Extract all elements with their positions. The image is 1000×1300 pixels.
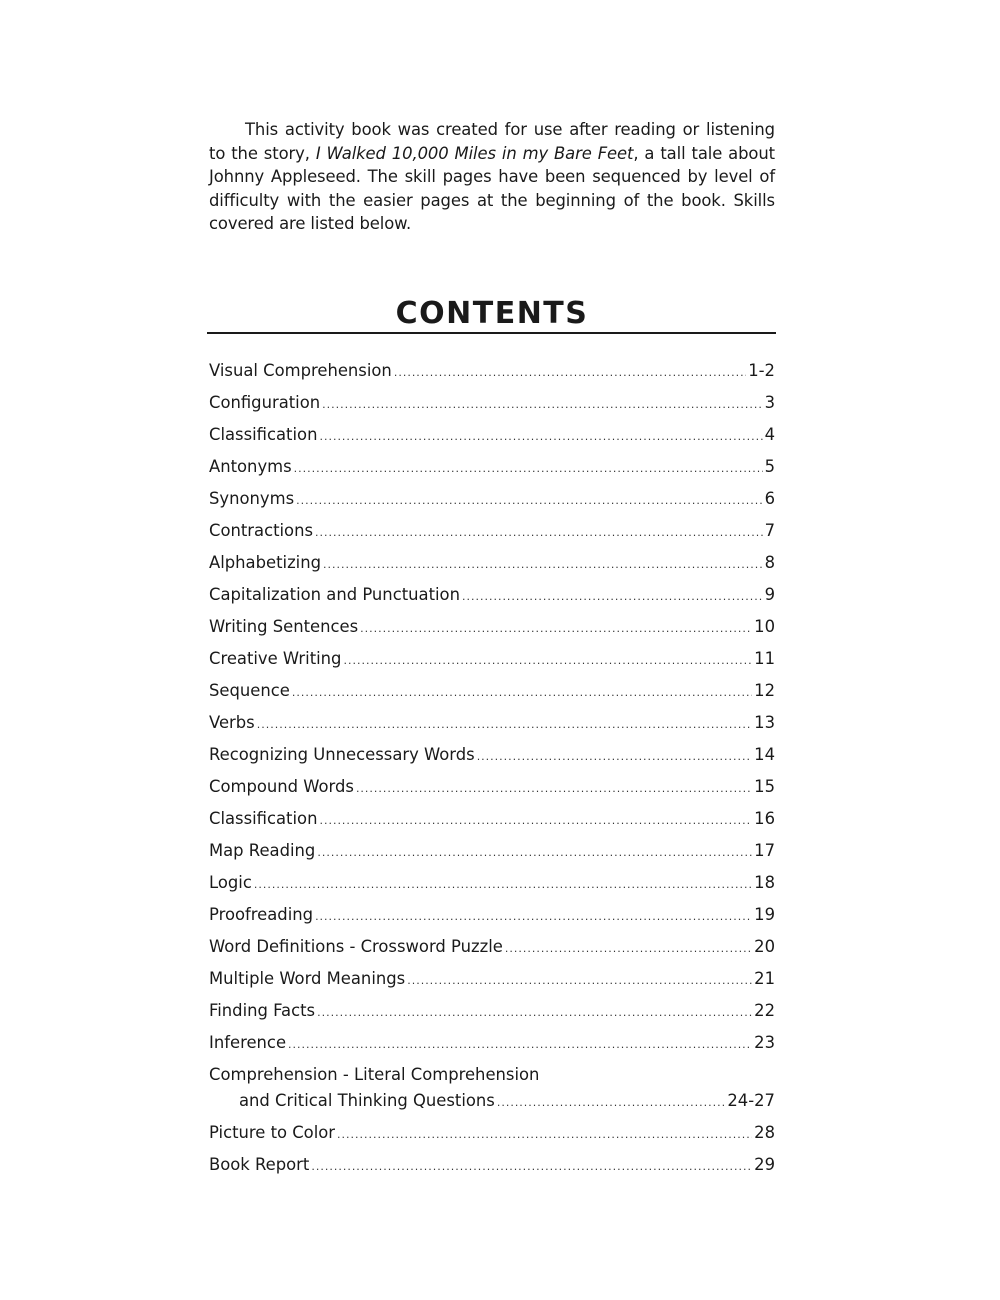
toc-entry: [209, 422, 775, 454]
dot-leader: [477, 744, 752, 770]
dot-leader: [323, 552, 763, 578]
dot-leader: [505, 936, 752, 962]
dot-leader: [294, 456, 763, 482]
toc-entry-label: Inference: [209, 1033, 287, 1052]
toc-entry: [209, 1152, 775, 1184]
heading-rule: [207, 332, 776, 334]
toc-page-number: 29: [754, 1155, 775, 1174]
toc-entry-label: Logic: [209, 873, 252, 892]
toc-entry-label: Visual Comprehension: [209, 361, 392, 380]
dot-leader: [311, 1154, 752, 1180]
toc-page-number: 21: [754, 969, 775, 988]
dot-leader: [288, 1032, 752, 1058]
intro-text-end: , a tall tale about Johnny Appleseed. The skill pages have been sequenced by level of difficulty with the easier pages at the beginning of the book. Skills covered are listed below.: [209, 143, 775, 234]
toc-entry: [209, 838, 775, 870]
toc-entry: [209, 582, 775, 614]
toc-entry: [209, 1062, 775, 1120]
toc-entry-label: Recognizing Unnecessary Words: [209, 745, 475, 764]
toc-entry-label: Comprehension - Literal Comprehension: [209, 1065, 540, 1084]
toc-entry-label: Multiple Word Meanings: [209, 969, 406, 988]
dot-leader: [296, 488, 762, 514]
toc-entry: [209, 454, 775, 486]
toc-entry-label: Classification: [209, 425, 318, 444]
toc-entry-label: Finding Facts: [209, 1001, 316, 1020]
toc-entry-label: Antonyms: [209, 457, 292, 476]
dot-leader: [257, 712, 752, 738]
toc-page-number: 15: [754, 777, 775, 796]
toc-entry-label: Picture to Color: [209, 1123, 336, 1142]
toc-entry: [209, 1030, 775, 1062]
dot-leader: [315, 520, 763, 546]
toc-entry: [209, 742, 775, 774]
toc-entry-label: Book Report: [209, 1155, 310, 1174]
toc-page-number: 18: [754, 873, 775, 892]
toc-entry-continuation: [209, 1088, 775, 1114]
toc-page-number: 6: [764, 489, 775, 508]
toc-entry-label: Map Reading: [209, 841, 316, 860]
toc-entry: [209, 678, 775, 710]
toc-page-number: 10: [754, 617, 775, 636]
dot-leader: [315, 904, 752, 930]
toc-page-number: 28: [754, 1123, 775, 1142]
toc-entry: [209, 518, 775, 550]
toc-entry-label: Sequence: [209, 681, 290, 700]
toc-page-number: 24-27: [727, 1091, 775, 1110]
toc-entry-label: Synonyms: [209, 489, 295, 508]
dot-leader: [462, 584, 763, 610]
toc-page-number: 20: [754, 937, 775, 956]
dot-leader: [254, 872, 752, 898]
toc-page-number: 9: [764, 585, 775, 604]
toc-entry: [209, 646, 775, 678]
dot-leader: [322, 392, 762, 418]
toc-entry: [209, 710, 775, 742]
toc-page-number: 4: [764, 425, 775, 444]
dot-leader: [407, 968, 752, 994]
toc-entry: [209, 998, 775, 1030]
toc-entry-label: Word Definitions - Crossword Puzzle: [209, 937, 503, 956]
toc-entry: [209, 550, 775, 582]
toc-page-number: 22: [754, 1001, 775, 1020]
toc-entry: [209, 934, 775, 966]
toc-entry-label: Verbs: [209, 713, 255, 732]
dot-leader: [319, 424, 762, 450]
dot-leader: [319, 808, 752, 834]
toc-entry-label: Proofreading: [209, 905, 314, 924]
toc-page-number: 7: [764, 521, 775, 540]
toc-entry: [209, 774, 775, 806]
intro-paragraph: [209, 118, 775, 236]
toc-page-number: 17: [754, 841, 775, 860]
dot-leader: [360, 616, 752, 642]
dot-leader: [337, 1122, 752, 1148]
dot-leader: [317, 840, 752, 866]
dot-leader: [356, 776, 752, 802]
toc-entry: [209, 902, 775, 934]
toc-page-number: 1-2: [748, 361, 775, 380]
book-title: I Walked 10,000 Miles in my Bare Feet: [315, 143, 634, 163]
toc-entry: [209, 806, 775, 838]
toc-page-number: 8: [764, 553, 775, 572]
toc-entry-label-line2: and Critical Thinking Questions: [239, 1091, 495, 1110]
toc-entry: [209, 390, 775, 422]
toc-entry: [209, 486, 775, 518]
contents-heading: CONTENTS: [395, 296, 589, 331]
toc-entry: [209, 1120, 775, 1152]
toc-entry: [209, 870, 775, 902]
dot-leader: [292, 680, 752, 706]
toc-entry: [209, 358, 775, 390]
toc-page-number: 23: [754, 1033, 775, 1052]
toc-entry: [209, 966, 775, 998]
toc-page-number: 12: [754, 681, 775, 700]
dot-leader: [317, 1000, 752, 1026]
toc-page-number: 16: [754, 809, 775, 828]
toc-page-number: 14: [754, 745, 775, 764]
toc-entry-label: Contractions: [209, 521, 314, 540]
intro-text-start: This activity book was created for use after reading or listening to the story,: [209, 120, 775, 163]
dot-leader: [497, 1090, 726, 1116]
toc-entry-label: Compound Words: [209, 777, 354, 796]
toc-entry-label: Writing Sentences: [209, 617, 359, 636]
toc-page-number: 11: [754, 649, 775, 668]
toc-entry-label: Creative Writing: [209, 649, 342, 668]
toc-page-number: 19: [754, 905, 775, 924]
toc-page-number: 13: [754, 713, 775, 732]
toc-entry-label: Configuration: [209, 393, 321, 412]
dot-leader: [343, 648, 752, 674]
toc-page-number: 3: [764, 393, 775, 412]
toc-entry: [209, 614, 775, 646]
table-of-contents: [209, 358, 775, 1184]
toc-entry-label: Alphabetizing: [209, 553, 322, 572]
dot-leader: [394, 360, 746, 386]
toc-entry-label: Capitalization and Punctuation: [209, 585, 460, 604]
toc-page-number: 5: [764, 457, 775, 476]
toc-entry-label: Classification: [209, 809, 318, 828]
